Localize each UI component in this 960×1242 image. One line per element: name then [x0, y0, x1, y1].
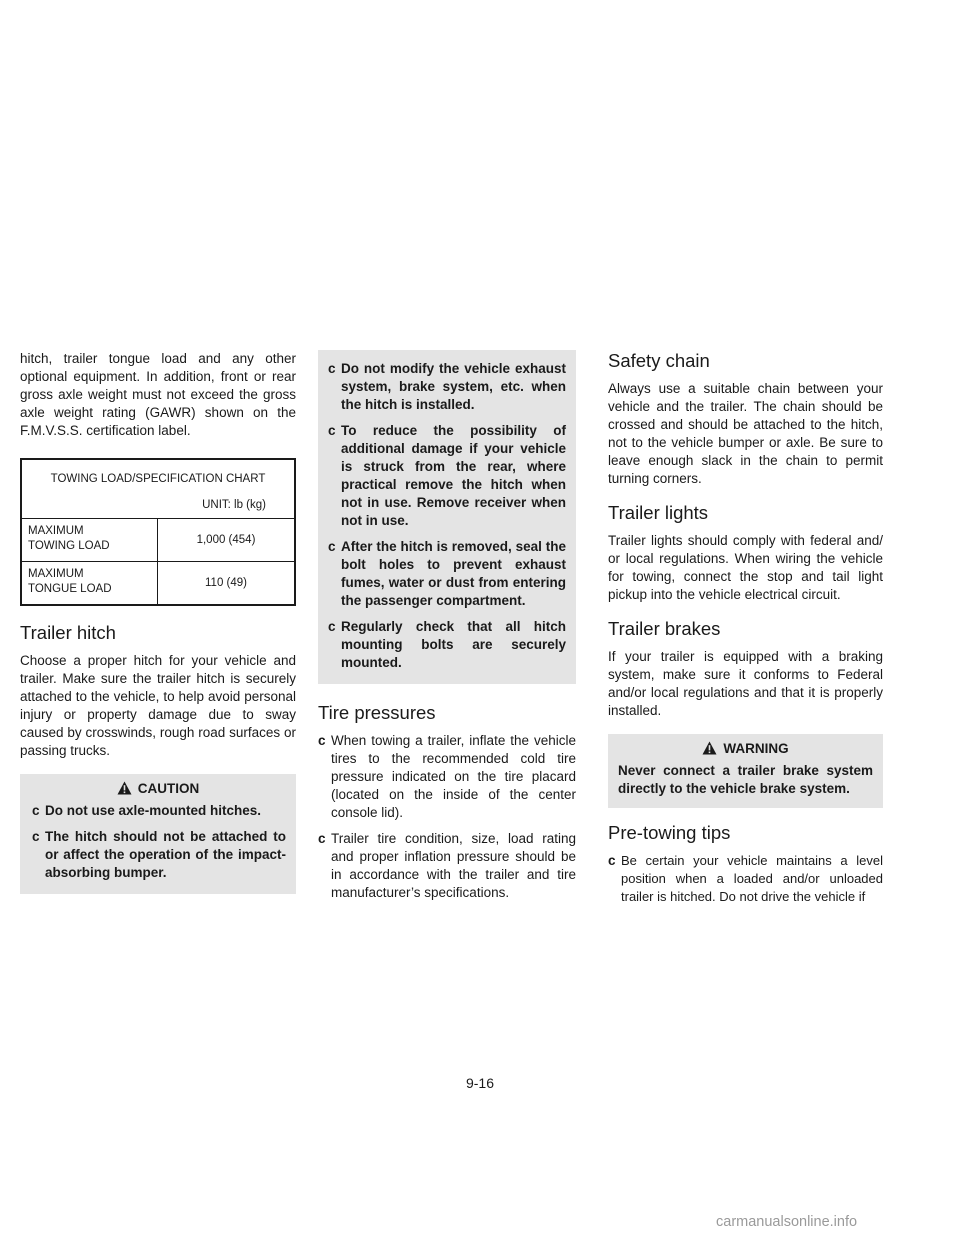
heading-tire-pressures: Tire pressures	[318, 702, 436, 723]
heading-trailer-brakes: Trailer brakes	[608, 618, 721, 639]
chart-title: TOWING LOAD/SPECIFICATION CHART	[50, 473, 266, 485]
pre-towing-item	[608, 852, 883, 906]
trailer-lights-body: Trailer lights should comply with federal and/ or local regulations. When wiring the vehicle for towing, connect the stop and tail light pickup into the vehicle electrical circuit.	[608, 533, 883, 602]
warning-header	[608, 734, 883, 760]
chart-row-label	[22, 519, 158, 561]
chart-row-value: 110 (49)	[205, 577, 247, 589]
warning-triangle-icon	[117, 781, 132, 795]
tire-pressure-item	[318, 732, 576, 822]
watermark: carmanualsonline.info	[716, 1214, 858, 1230]
bullet-mark: c	[32, 829, 40, 844]
chart-row-label	[22, 562, 158, 604]
column-middle	[318, 350, 576, 902]
caution-item-text: Regularly check that all hitch mounting bolts are securely mounted.	[341, 619, 566, 670]
bullet-mark: c	[318, 831, 326, 846]
towing-load-chart	[20, 458, 296, 606]
caution-item	[328, 538, 566, 610]
heading-pre-towing-tips: Pre-towing tips	[608, 822, 731, 843]
heading-safety-chain: Safety chain	[608, 350, 710, 371]
caution-item	[328, 422, 566, 530]
bullet-mark: c	[32, 803, 40, 818]
caution-body	[20, 800, 296, 894]
caution-item-text: Do not modify the vehicle exhaust system, brake system, etc. when the hitch is installed.	[341, 361, 566, 412]
chart-label-line1: MAXIMUM	[28, 525, 84, 537]
caution-header	[20, 774, 296, 800]
pre-towing-text: Be certain your vehicle maintains a level position when a loaded and/or unloaded trailer is hitched. Do not drive the vehicle if	[621, 853, 883, 904]
caution-item	[32, 802, 286, 820]
trailer-hitch-body: Choose a proper hitch for your vehicle and trailer. Make sure the trailer hitch is securely attached to the vehicle, to help avoid personal injury or property damage due to sway caused by crosswinds, rough road surfaces or passing trucks.	[20, 653, 296, 758]
bullet-mark: c	[328, 361, 336, 376]
heading-trailer-lights: Trailer lights	[608, 502, 709, 523]
bullet-mark: c	[318, 733, 326, 748]
chart-label-line2: TOWING LOAD	[28, 540, 110, 552]
caution-item	[328, 618, 566, 672]
heading-trailer-hitch: Trailer hitch	[20, 622, 116, 643]
chart-row-tongue	[22, 562, 294, 604]
warning-body	[608, 760, 883, 808]
warning-triangle-icon	[702, 741, 717, 755]
caution-label: CAUTION	[137, 781, 200, 796]
tire-pressure-text: When towing a trailer, inflate the vehicle tires to the recommended cold tire pressure indicated on the tire placard (located on the inside of the center console lid).	[331, 733, 576, 820]
caution-item-text: To reduce the possibility of additional damage if your vehicle is struck from the rear, where practical remove the hitch when not in use. Remove receiver when not in use.	[341, 423, 566, 528]
column-right	[608, 350, 883, 906]
caution-item	[32, 828, 286, 882]
warning-label: WARNING	[723, 741, 789, 756]
bullet-mark: c	[328, 423, 336, 438]
caution-item-text: The hitch should not be attached to or affect the operation of the impact-absorbing bumper.	[45, 829, 286, 880]
intro-paragraph: hitch, trailer tongue load and any other optional equipment. In addition, front or rear gross axle weight must not exceed the gross axle weight rating (GAWR) shown on the F.M.V.S.S. certification label.	[20, 351, 296, 438]
caution-box-continued	[318, 350, 576, 684]
chart-label-line1: MAXIMUM	[28, 568, 84, 580]
warning-text: Never connect a trailer brake system directly to the vehicle brake system.	[618, 763, 873, 796]
caution-item-text: Do not use axle-mounted hitches.	[45, 803, 262, 818]
chart-label-line2: TONGUE LOAD	[28, 583, 112, 595]
caution-item-text: After the hitch is removed, seal the bolt holes to prevent exhaust fumes, water or dust from entering the passenger compartment.	[341, 539, 566, 608]
safety-chain-body: Always use a suitable chain between your vehicle and the trailer. The chain should be crossed and should be attached to the hitch, not to the vehicle bumper or axle. Be sure to leave enough slack in the chain to permit turning corners.	[608, 381, 883, 486]
trailer-brakes-body: If your trailer is equipped with a braking system, make sure it conforms to Federal and/or local regulations and that it is properly installed.	[608, 649, 883, 718]
tire-pressure-text: Trailer tire condition, size, load rating and proper inflation pressure should be in accordance with the trailer and tire manufacturer’s specifications.	[331, 831, 576, 900]
warning-box	[608, 734, 883, 808]
column-left	[20, 350, 296, 894]
bullet-mark: c	[328, 619, 336, 634]
bullet-mark: c	[328, 539, 336, 554]
chart-row-value: 1,000 (454)	[196, 534, 256, 546]
caution-box	[20, 774, 296, 894]
bullet-mark: c	[608, 853, 616, 868]
caution-item	[328, 360, 566, 414]
tire-pressure-item	[318, 830, 576, 902]
page-number: 9-16	[465, 1075, 495, 1091]
chart-unit: UNIT: lb (kg)	[22, 492, 294, 519]
chart-row-towing	[22, 519, 294, 562]
